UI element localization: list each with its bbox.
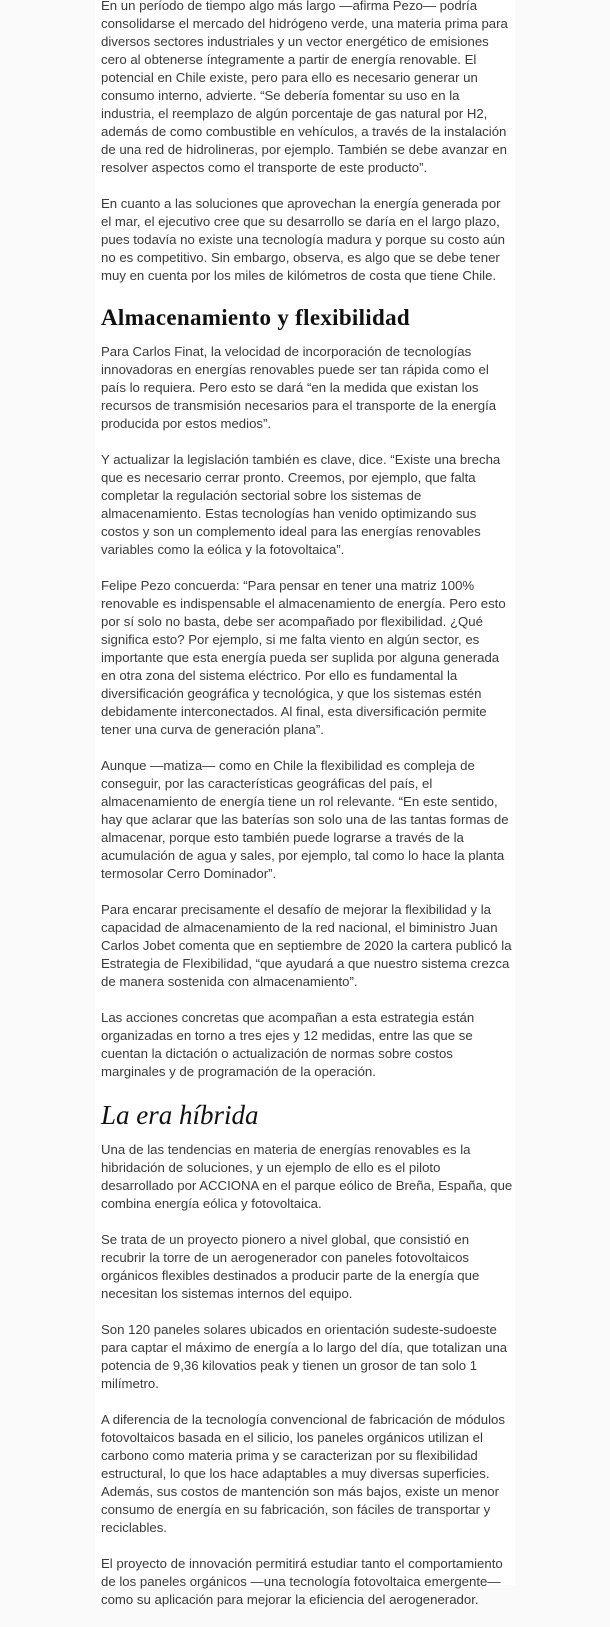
paragraph-acciones-concretas: Las acciones concretas que acompañan a esta estrategia están organizadas en torno a tres ejes y 12 medidas, entre las que se cuentan la dictación o actualización de normas sobre costos marginales y de programación de la operación.: [101, 1010, 475, 1079]
section-heading-era-hibrida: La era híbrida: [101, 1100, 259, 1130]
paragraph-felipe-pezo: Felipe Pezo concuerda: “Para pensar en tener una matriz 100% renovable es indispensable el almacenamiento de energía. Pero esto por sí solo no basta, debe ser acompañado por flexibilidad. ¿Qué significa esto? Por ejemplo, si me falta viento en algún sector, es importante que esta energía pueda ser suplida por alguna generada en otra zona del sistema eléctrico. Por ello es fundamental la diversificación geográfica y tecnológica, y que los sistemas estén debidamente interconectados. Al final, esta diversificación permite tener una curva de generación plana”.: [101, 578, 506, 737]
paragraph-estrategia-flexibilidad: Para encarar precisamente el desafío de mejorar la flexibilidad y la capacidad de almacenamiento de la red nacional, el biministro Juan Carlos Jobet comenta que en septiembre de 2020 la cartera publicó la Estrategia de Flexibilidad, “que ayudará a que nuestro sistema crezca de manera sostenida con almacenamiento”.: [101, 902, 512, 989]
paragraph-matiza: Aunque —matiza— como en Chile la flexibilidad es compleja de conseguir, por las características geográficas del país, el almacenamiento de energía tiene un rol relevante. “En este sentido, hay que aclarar que las baterías son solo una de las tantas formas de almacenar, porque esto también puede lograrse a través de la acumulación de agua y sales, por ejemplo, tal como lo hace la planta termosolar Cerro Dominador”.: [101, 758, 509, 881]
paragraph-hibridacion: Una de las tendencias en materia de energías renovables es la hibridación de soluciones, y un ejemplo de ello es el piloto desarrollado por ACCIONA en el parque eólico de Breña, España, que combina energía eólica y fotovoltaica.: [101, 1142, 513, 1211]
section-heading-almacenamiento: Almacenamiento y flexibilidad: [101, 305, 410, 330]
paragraph-proyecto-innovacion: El proyecto de innovación permitirá estudiar tanto el comportamiento de los paneles orgánicos —una tecnología fotovoltaica emergente— como su aplicación para mejorar la eficiencia del aerogenerador.: [101, 1556, 503, 1607]
paragraph-carlos-finat: Para Carlos Finat, la velocidad de incorporación de tecnologías innovadoras en energías renovables puede ser tan rápida como el país lo requiera. Pero esto se dará “en la medida que existan los recursos de transmisión necesarios para el transporte de la energía producida por estos medios”.: [101, 344, 497, 431]
article-body: [101, 0, 513, 1627]
paragraph-energia-mar: En cuanto a las soluciones que aprovechan la energía generada por el mar, el ejecutivo cree que su desarrollo se daría en el largo plazo, pues todavía no existe una tecnología madura y porque su costo aún no es competitivo. Sin embargo, observa, es algo que se debe tener muy en cuenta por los miles de kilómetros de costa que tiene Chile.: [101, 196, 505, 283]
paragraph-paneles-organicos: A diferencia de la tecnología convencional de fabricación de módulos fotovoltaicos basada en el silicio, los paneles orgánicos utilizan el carbono como materia prima y se caracterizan por su flexibilidad estructural, lo que los hace adaptables a muy diversas superficies. Además, sus costos de mantención son más bajos, existe un menor consumo de energía en su fabricación, son fáciles de transportar y reciclables.: [101, 1412, 505, 1535]
paragraph-hidrogeno-verde: En un período de tiempo algo más largo —afirma Pezo— podría consolidarse el mercado del hidrógeno verde, una materia prima para diversos sectores industriales y un vector energético de emisiones cero al obtenerse íntegramente a partir de energía renovable. El potencial en Chile existe, pero para ello es necesario generar un consumo interno, advierte. “Se debería fomentar su uso en la industria, el reemplazo de algún porcentaje de gas natural por H2, además de como combustible en vehículos, a través de la instalación de una red de hidrolineras, por ejemplo. También se debe avanzar en resolver aspectos como el transporte de este producto”.: [101, 0, 508, 175]
paragraph-paneles-solares: Son 120 paneles solares ubicados en orientación sudeste-sudoeste para captar el máximo de energía a lo largo del día, que totalizan una potencia de 9,36 kilovatios peak y tienen un grosor de tan solo 1 milímetro.: [101, 1322, 508, 1391]
paragraph-proyecto-pionero: Se trata de un proyecto pionero a nivel global, que consistió en recubrir la torre de un aerogenerador con paneles fotovoltaicos orgánicos flexibles destinados a producir parte de la energía que necesitan los sistemas internos del equipo.: [101, 1232, 480, 1301]
paragraph-legislacion: Y actualizar la legislación también es clave, dice. “Existe una brecha que es necesario cerrar pronto. Creemos, por ejemplo, que falta completar la regulación sectorial sobre los sistemas de almacenamiento. Estas tecnologías han venido optimizando sus costos y son un complemento ideal para las energías renovables variables como la eólica y la fotovoltaica”.: [101, 452, 501, 557]
